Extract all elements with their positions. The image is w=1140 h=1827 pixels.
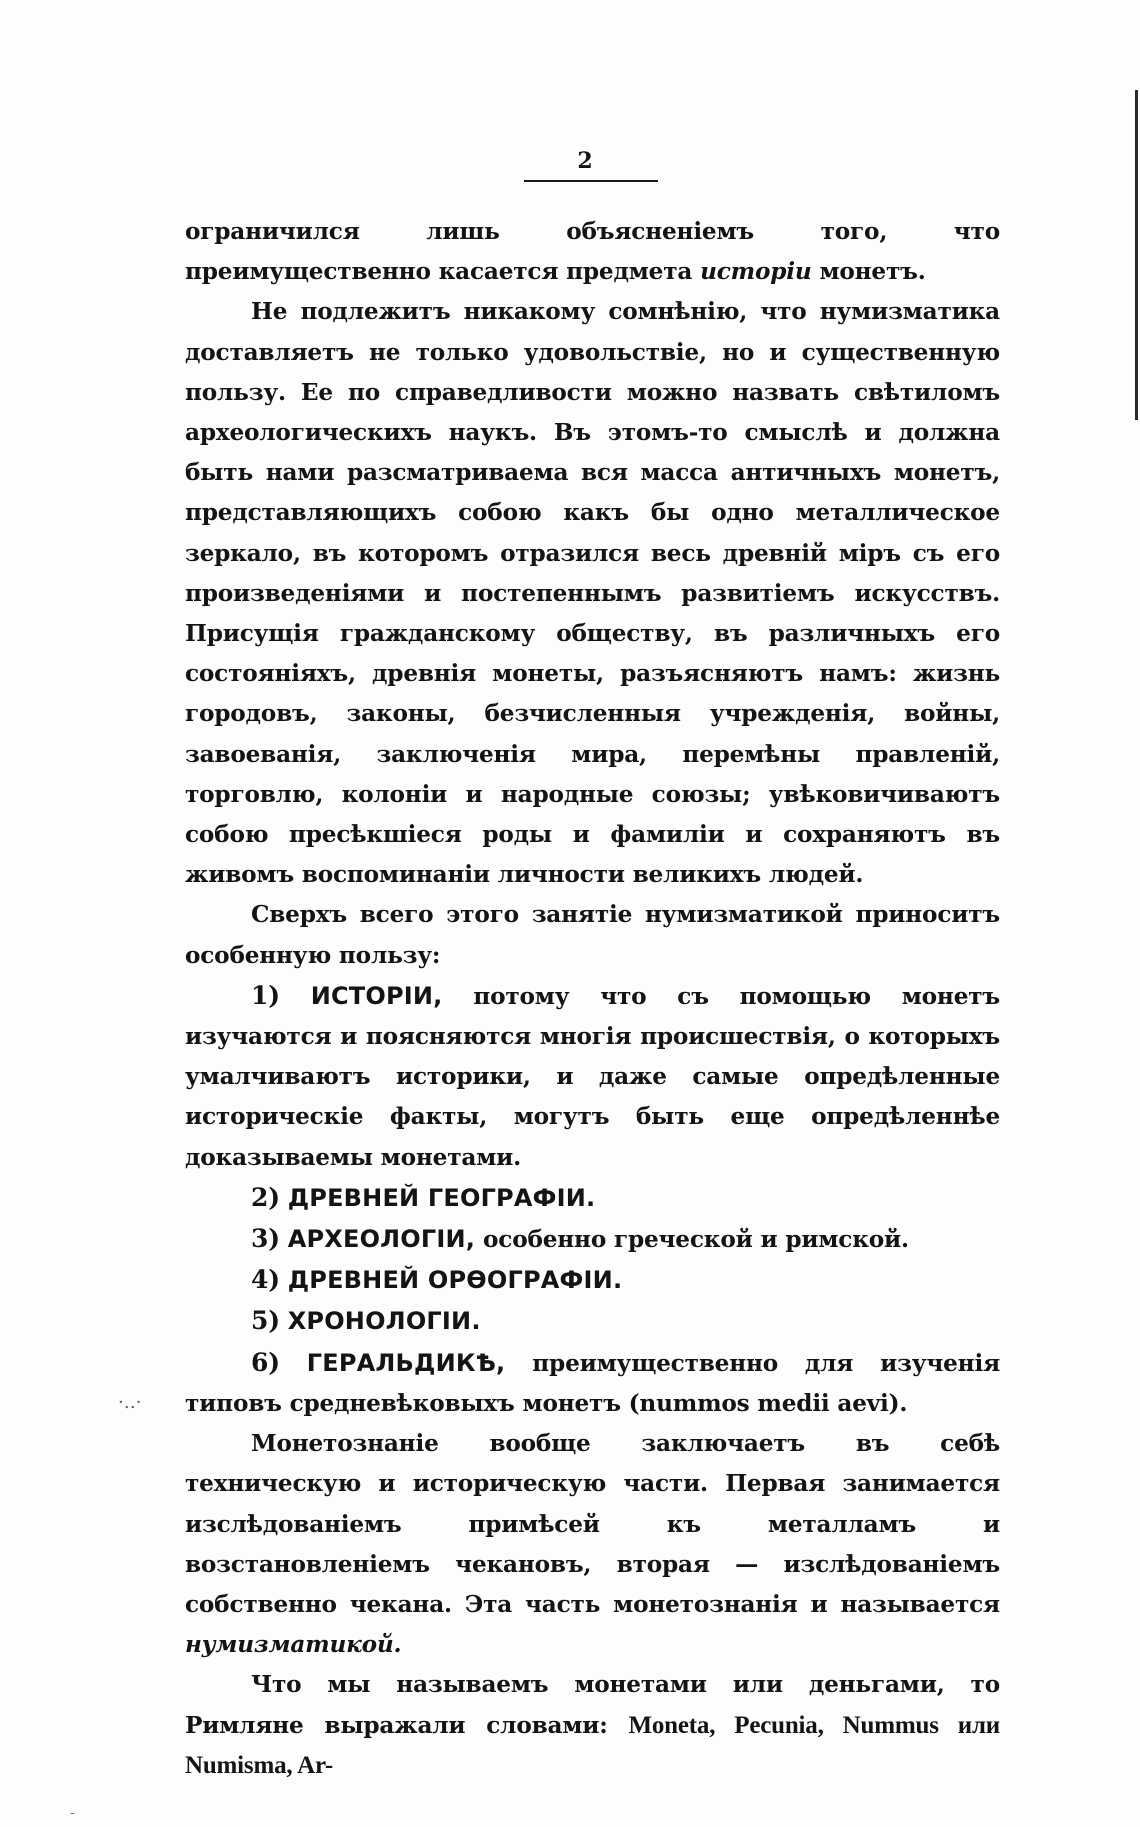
margin-smudge-icon: ·‥· <box>118 1392 142 1413</box>
paragraph-5: Что мы называемъ монетами или деньгами, то Римляне выражали словами: Moneta, Pecunia, Nummus или Numisma, Ar- <box>185 1671 1000 1779</box>
paragraph-3: Сверхъ всего этого занятіе нумизматикой приноситъ особенную пользу: <box>185 901 1000 969</box>
paragraph-2: Не подлежитъ никакому сомнѣнію, что нумизматика доставляетъ не только удовольствіе, но и существенную пользу. Ее по справедливости можно назвать свѣтиломъ археологическихъ наукъ. Въ этомъ-то смыслѣ и должна быть нами разсматриваема вся масса античныхъ монетъ, представляющихъ собою какъ бы одно металлическое зеркало, въ которомъ отразился весь древній міръ съ его произведеніями и постепеннымъ развитіемъ искусствъ. Присущія гражданскому обществу, въ различныхъ его состояніяхъ, древнія монеты, разъясняютъ намъ: жизнь городовъ, законы, безчисленныя учрежденія, войны, завоеванія, заключенія мира, перемѣны правленій, торговлю, колоніи и народные союзы; увѣковичиваютъ собою пресѣкшіеся роды и фамиліи и сохраняютъ въ живомъ воспоминаніи личности великихъ людей. <box>185 298 1000 889</box>
italic-word: исторіи <box>700 258 812 286</box>
paragraph-4: Монетознаніе вообще заключаетъ въ себѣ техническую и историческую части. Первая занимается изслѣдованіемъ примѣсей къ металламъ и возстановленіемъ чекановъ, вторая — изслѣдованіемъ собственно чекана. Эта часть монетознанія и называется нумизматикой. <box>185 1430 1000 1659</box>
latin-words: Moneta, Pecunia, Nummus или Numisma, Ar- <box>185 1711 1000 1779</box>
corner-smudge-icon: ‐ <box>70 1805 75 1821</box>
item-heading: ДРЕВНЕЙ ОРѲОГРАФІИ. <box>287 1266 623 1295</box>
list-item: 5) ХРОНОЛОГІИ. <box>251 1306 481 1336</box>
page-number: 2 <box>577 148 593 174</box>
italic-word: нумизматикой. <box>185 1631 402 1659</box>
item-heading: ГЕРАЛЬДИКѢ, <box>306 1348 506 1377</box>
list-item: 3) АРХЕОЛОГІИ, особенно греческой и римской. <box>251 1224 909 1254</box>
item-heading: ХРОНОЛОГІИ. <box>287 1307 481 1336</box>
list-item: 2) ДРЕВНЕЙ ГЕОГРАФІИ. <box>251 1182 596 1212</box>
body-text <box>185 212 1000 1786</box>
list-item: 6) ГЕРАЛЬДИКѢ, преимущественно для изученія типовъ средневѣковыхъ монетъ (nummos medii aevi). <box>185 1347 1000 1417</box>
item-heading: АРХЕОЛОГІИ, <box>287 1225 476 1254</box>
page-edge-line <box>1135 90 1138 420</box>
item-heading: ИСТОРІИ, <box>310 981 443 1010</box>
item-heading: ДРЕВНЕЙ ГЕОГРАФІИ. <box>287 1183 596 1212</box>
paragraph-1: ограничился лишь объясненіемъ того, что преимущественно касается предмета исторіи монетъ. <box>185 218 1000 286</box>
list-item: 1) ИСТОРІИ, потому что съ помощью монетъ изучаются и поясняются многія происшествія, о которыхъ умалчиваютъ историки, и даже самые опредѣленные историческіе факты, могутъ быть еще опредѣленнѣе доказываемы монетами. <box>185 980 1001 1171</box>
list-item: 4) ДРЕВНЕЙ ОРѲОГРАФІИ. <box>251 1265 623 1295</box>
header-rule <box>524 180 658 182</box>
